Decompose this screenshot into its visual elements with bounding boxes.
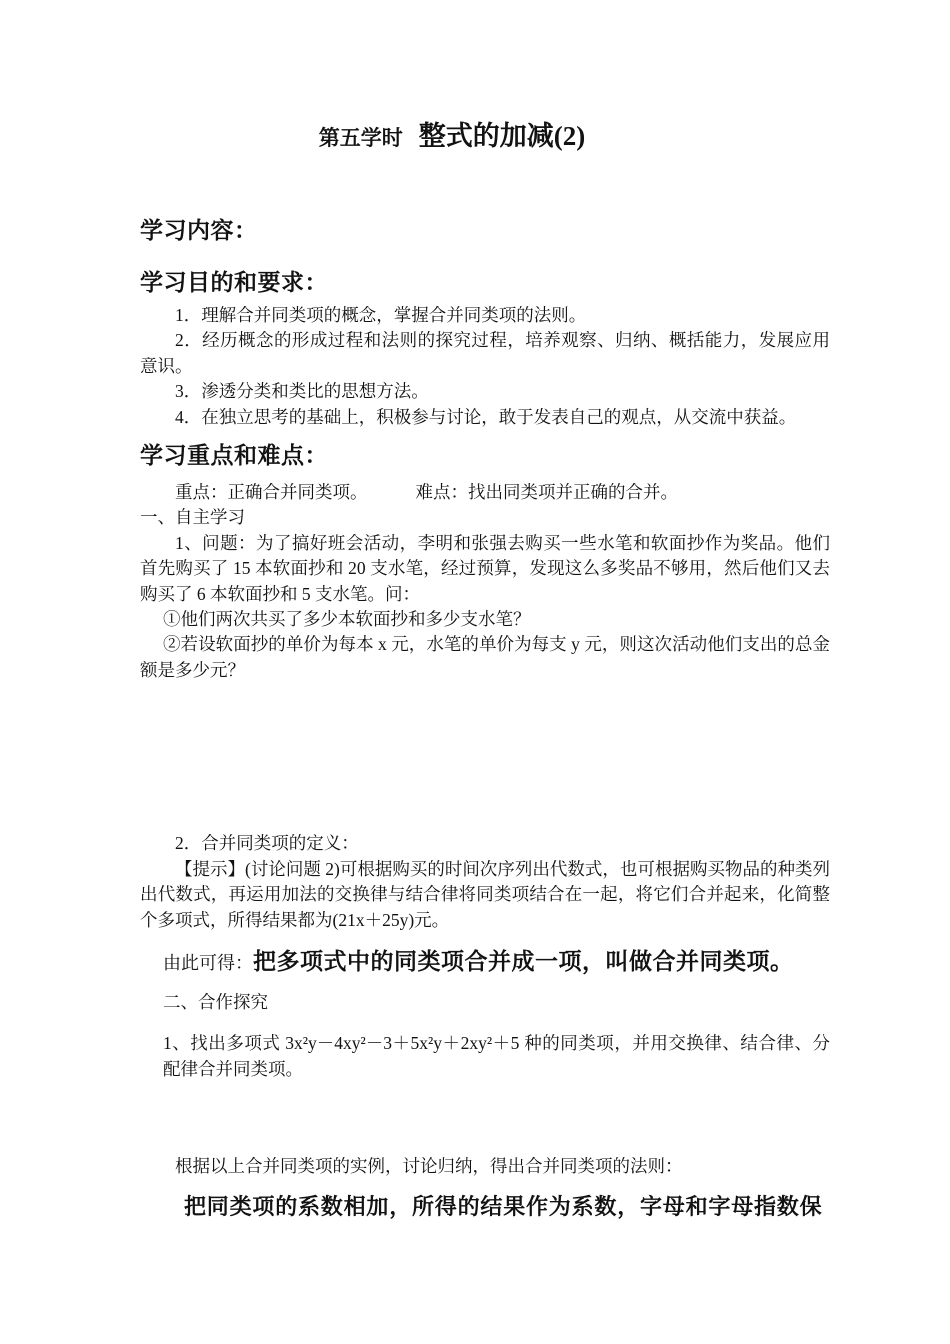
focus-point-text: 重点：正确合并同类项。 [175, 482, 368, 503]
rule-intro: 根据以上合并同类项的实例，讨论归纳，得出合并同类项的法则： [175, 1156, 683, 1177]
answer-space [140, 683, 830, 831]
objective-item: 1．理解合并同类项的概念，掌握合并同类项的法则。 [175, 305, 587, 325]
difficulty-point-text: 难点：找出同类项并正确的合并。 [415, 482, 678, 503]
objective-item: 2．经历概念的形成过程和法则的探究过程，培养观察、归纳、概括能力，发展应用意识。 [140, 330, 830, 376]
objective-item: 4．在独立思考的基础上，积极参与讨论，敢于发表自己的观点，从交流中获益。 [175, 406, 797, 427]
rule-emphasis: 把同类项的系数相加，所得的结果作为系数，字母和字母指数保 [184, 1193, 823, 1219]
conclusion-emphasis: 把多项式中的同类项合并成一项，叫做合并同类项。 [253, 948, 794, 974]
focus-difficulty-line [140, 480, 830, 505]
heading-focus-difficulty: 学习重点和难点： [140, 442, 328, 469]
page-title [140, 118, 830, 159]
question-2: ②若设软面抄的单价为每本 x 元，水笔的单价为每支 y 元，则这次活动他们支出的总金额是多少元？ [140, 634, 830, 680]
section-heading-cooperative: 二、合作探究 [163, 991, 268, 1012]
problem-paragraph: 1、问题：为了搞好班会活动，李明和张强去购买一些水笔和软面抄作为奖品。他们首先购买了 15 本软面抄和 20 支水笔，经过预算，发现这么多奖品不够用，然后他们又去购买了 6 本软面抄和 5 支水笔。问： [140, 532, 830, 604]
objectives-list [140, 303, 830, 430]
task-paragraph: 1、找出多项式 3x²y－4xy²－3＋5x²y＋2xy²＋5 种的同类项，并用交换律、结合律、分配律合并同类项。 [163, 1033, 830, 1079]
heading-learning-content: 学习内容： [140, 217, 258, 243]
page-title-prefix: 第五学时 [318, 126, 403, 150]
definition-heading: 2．合并同类项的定义： [175, 833, 359, 854]
page-title-main: 整式的加减(2) [418, 121, 586, 151]
conclusion-line [140, 945, 830, 980]
hint-paragraph: 【提示】(讨论问题 2)可根据购买的时间次序列出代数式，也可根据购买物品的种类列出代数式，再运用加法的交换律与结合律将同类项结合在一起，将它们合并起来，化简整个多项式，所得结果都为(21x＋25y)元。 [140, 858, 830, 930]
question-1: ①他们两次共买了多少本软面抄和多少支水笔？ [163, 609, 531, 630]
objective-item: 3．渗透分类和类比的思想方法。 [175, 381, 429, 402]
section-heading-self-study: 一、自主学习 [140, 507, 245, 528]
heading-learning-objectives: 学习目的和要求： [140, 269, 328, 295]
conclusion-prefix: 由此可得： [163, 952, 253, 973]
